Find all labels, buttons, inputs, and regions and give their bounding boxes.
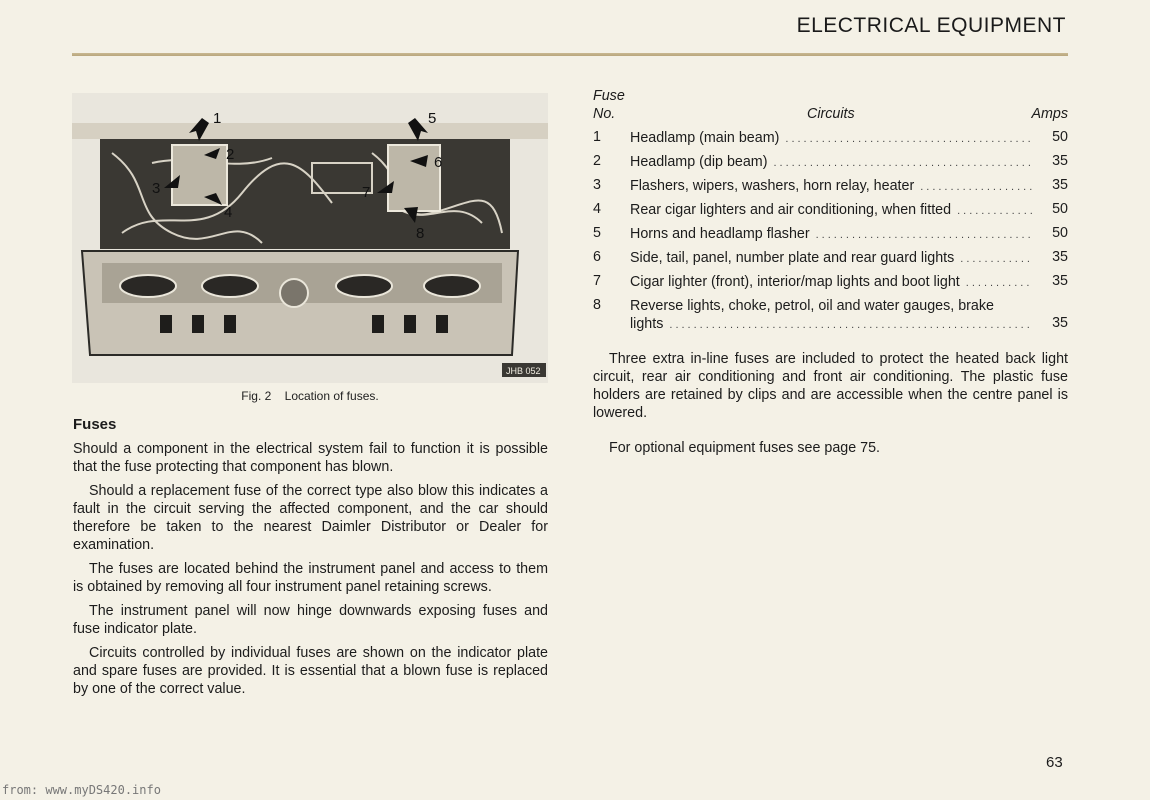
fuse-block-left [172,145,227,205]
callout-4: 4 [224,204,233,221]
paragraph: Circuits controlled by individual fuses are shown on the indicator plate and spare fuses are provided. It is essential that a blown fuse is replaced by one of the correct value. [73,645,548,697]
callout-3: 3 [152,180,161,197]
fuse-block-right [388,145,443,211]
fuse-amps: 35 [1052,273,1068,289]
header-rule [72,53,1068,56]
section-title-fuses: Fuses [73,416,117,433]
callout-5: 5 [428,110,437,127]
fuse-location-figure [72,93,548,383]
fuse-circuit: Rear cigar lighters and air conditioning, when fitted [630,202,952,218]
page-header-title: ELECTRICAL EQUIPMENT [796,14,1066,37]
fuse-circuit: Headlamp (main beam) [630,130,780,146]
table-row [593,249,1068,273]
figure-tag: JHB 052 [506,366,541,376]
fuse-number: 2 [593,153,601,169]
callout-1: 1 [213,110,222,127]
fuse-amps: 50 [1052,225,1068,241]
callout-6: 6 [434,154,443,171]
fuse-amps: 35 [1052,177,1068,193]
fuse-circuit: Reverse lights, choke, petrol, oil and water gauges, brake [630,298,994,314]
fuse-circuit: Side, tail, panel, number plate and rear guard lights [630,250,955,266]
paragraph: Should a component in the electrical system fail to function it is possible that the fuse protecting that component has blown. [73,441,548,475]
dot-leader [773,154,1032,172]
dot-leader [960,250,1032,268]
col-no: No. [593,106,616,122]
col-circuits: Circuits [807,106,855,122]
fuse-number: 5 [593,225,601,241]
callout-8: 8 [416,225,425,242]
figure-caption-label: Fig. 2 [241,389,272,403]
fuse-diagram [72,93,548,383]
dot-leader [957,202,1032,220]
dot-leader [669,316,1032,334]
dot-leader [966,274,1032,292]
table-row [593,297,1068,339]
fuse-circuit-cont: lights [630,316,664,332]
fuses-body-text [73,440,548,704]
fuse-amps: 50 [1052,129,1068,145]
dot-leader [816,226,1032,244]
panel-cavity [100,139,510,249]
dot-leader [920,178,1032,196]
table-row [593,177,1068,201]
inline-fuses-paragraph: Three extra in-line fuses are included to protect the heated back light circuit, rear air conditioning and front air conditioning. The plastic fuse holders are retained by clips and are accessible when the centre panel is lowered. [593,351,1068,421]
fuse-number: 3 [593,177,601,193]
figure-caption [72,389,548,403]
table-row [593,273,1068,297]
dashboard-shelf [72,123,548,139]
table-row [593,225,1068,249]
paragraph: Should a replacement fuse of the correct type also blow this indicates a fault in the circuit serving the affected component, and the car should therefore be taken to the nearest Daimler Distributor or Dealer for examination. [73,483,548,553]
fuse-circuit: Headlamp (dip beam) [630,154,768,170]
fuse-amps: 35 [1052,249,1068,265]
center-knob [280,279,308,307]
table-row [593,129,1068,153]
fuse-amps: 35 [1052,315,1068,331]
table-row [593,153,1068,177]
figure-caption-text: Location of fuses. [284,389,379,403]
fuse-number: 6 [593,249,601,265]
callout-7: 7 [362,184,371,201]
fuse-circuit: Flashers, wipers, washers, horn relay, heater [630,178,915,194]
fuse-circuit: Cigar lighter (front), interior/map lights and boot light [630,274,960,290]
paragraph: The fuses are located behind the instrument panel and access to them is obtained by removing all four instrument panel retaining screws. [73,561,548,595]
page-number: 63 [1046,754,1063,771]
fuse-number: 8 [593,297,601,313]
fuse-table-header [593,88,1068,126]
dot-leader [785,130,1032,148]
fuse-amps: 35 [1052,153,1068,169]
optional-fuses-paragraph: For optional equipment fuses see page 75. [609,440,881,456]
col-fuse: Fuse [593,88,625,104]
fuse-number: 4 [593,201,601,217]
source-watermark: from: www.myDS420.info [2,783,161,797]
table-row [593,201,1068,225]
fuse-number: 7 [593,273,601,289]
fuse-circuit: Horns and headlamp flasher [630,226,810,242]
callout-2: 2 [226,146,235,163]
col-amps: Amps [1031,106,1068,122]
fuse-amps: 50 [1052,201,1068,217]
fuse-table [593,129,1068,339]
paragraph: The instrument panel will now hinge downwards exposing fuses and fuse indicator plate. [73,603,548,637]
fuse-number: 1 [593,129,601,145]
